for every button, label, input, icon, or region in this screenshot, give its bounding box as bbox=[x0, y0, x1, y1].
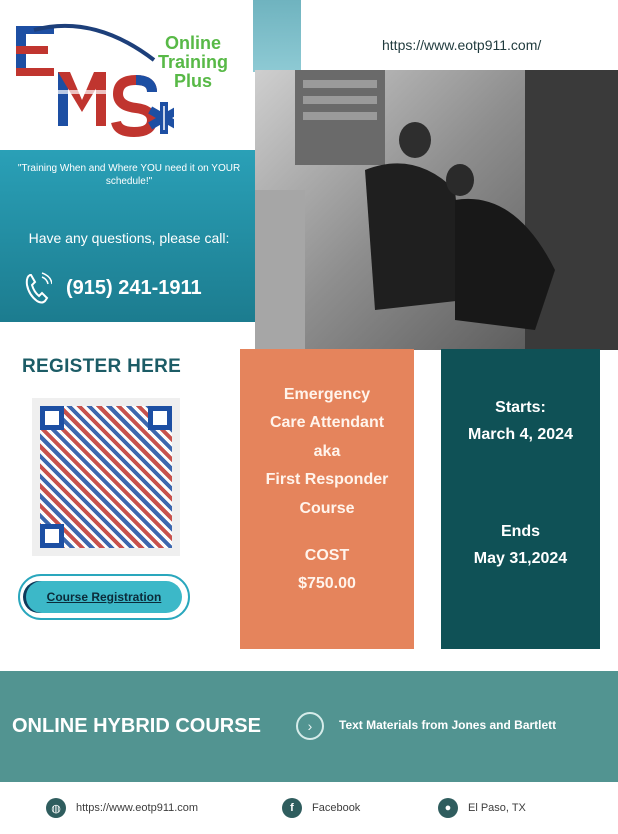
course-line-5: Course bbox=[299, 500, 355, 517]
ends-label: Ends bbox=[500, 523, 541, 540]
phone-number[interactable]: (915) 241-1911 bbox=[66, 276, 202, 299]
logo-text-plus: Plus bbox=[173, 71, 212, 91]
phone-row[interactable] bbox=[24, 268, 254, 308]
footer bbox=[0, 782, 618, 834]
footer-facebook-text[interactable]: Facebook bbox=[312, 802, 361, 814]
website-link-header[interactable]: https://www.eotp911.com/ bbox=[382, 37, 542, 53]
tagline: "Training When and Where YOU need it on YOUR schedule!" bbox=[17, 163, 241, 187]
banner-subtitle: Text Materials from Jones and Bartlett bbox=[339, 718, 557, 732]
banner-title: ONLINE HYBRID COURSE bbox=[12, 715, 261, 737]
cost-value: $750.00 bbox=[298, 575, 356, 592]
course-line-1: Emergency bbox=[283, 386, 371, 403]
photo-placeholder-graphic bbox=[255, 70, 618, 350]
logo bbox=[14, 20, 244, 140]
logo-text-training: Training bbox=[157, 52, 228, 72]
footer-website-text[interactable]: https://www.eotp911.com bbox=[76, 802, 199, 814]
course-info-box bbox=[240, 349, 414, 649]
svg-text:★: ★ bbox=[40, 35, 49, 45]
footer-location bbox=[438, 798, 526, 818]
training-photo bbox=[255, 70, 618, 350]
hybrid-course-banner bbox=[0, 671, 618, 782]
globe-icon: ◍ bbox=[46, 798, 66, 818]
phone-icon bbox=[24, 271, 52, 305]
course-dates-box bbox=[441, 349, 600, 649]
footer-location-text: El Paso, TX bbox=[468, 802, 526, 814]
register-heading: REGISTER HERE bbox=[22, 356, 182, 377]
logo-wordmark bbox=[138, 34, 248, 91]
course-line-3: aka bbox=[313, 443, 341, 460]
chevron-right-icon[interactable]: › bbox=[296, 712, 324, 740]
qr-finder-bottom-left bbox=[40, 524, 64, 548]
cost-label: COST bbox=[304, 547, 350, 564]
logo-text-online: Online bbox=[164, 33, 221, 53]
contact-panel bbox=[0, 150, 258, 322]
contact-question: Have any questions, please call: bbox=[28, 230, 230, 246]
starts-label: Starts: bbox=[495, 399, 546, 416]
registration-qr-code[interactable] bbox=[32, 398, 180, 556]
facebook-icon: f bbox=[282, 798, 302, 818]
course-line-4: First Responder bbox=[265, 471, 389, 488]
start-date: March 4, 2024 bbox=[468, 426, 573, 443]
qr-finder-top-right bbox=[148, 406, 172, 430]
course-line-2: Care Attendant bbox=[269, 414, 385, 431]
qr-finder-top-left bbox=[40, 406, 64, 430]
decorative-teal-block bbox=[253, 0, 301, 72]
footer-facebook[interactable] bbox=[282, 798, 360, 818]
location-pin-icon: ● bbox=[438, 798, 458, 818]
end-date: May 31,2024 bbox=[473, 550, 568, 567]
footer-website[interactable] bbox=[46, 798, 198, 818]
svg-text:★: ★ bbox=[30, 35, 39, 45]
course-registration-button[interactable]: Course Registration bbox=[26, 581, 182, 613]
course-registration-button-frame bbox=[18, 574, 190, 620]
